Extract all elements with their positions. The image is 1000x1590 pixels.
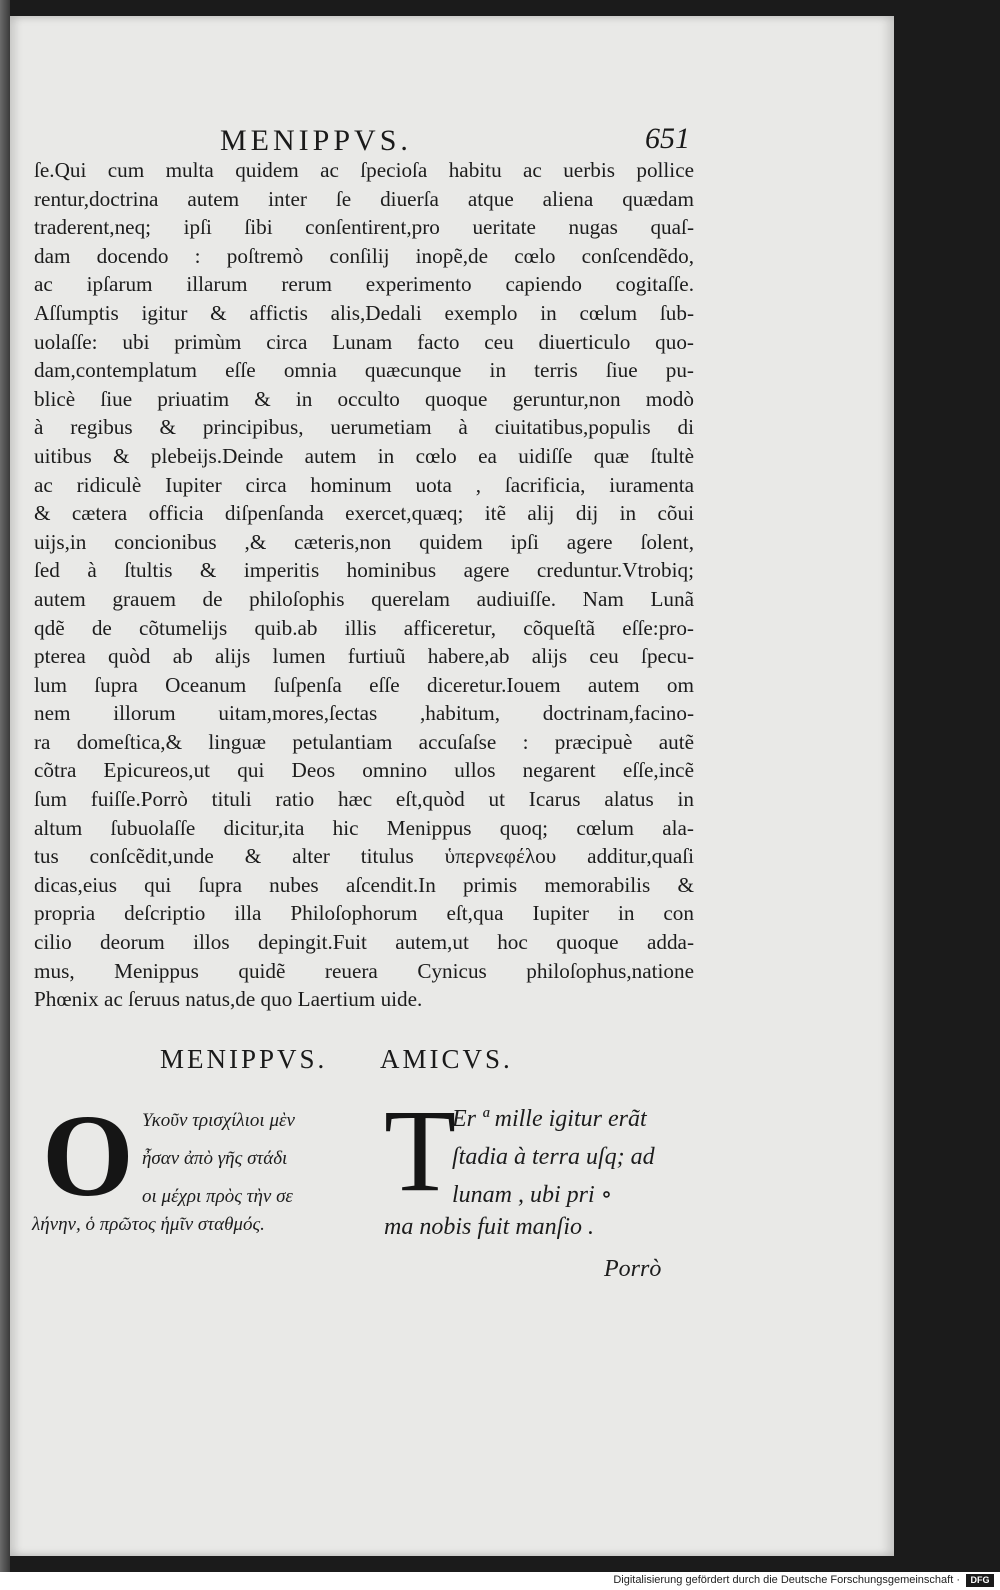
latin-line: ma nobis fuit manſio .	[384, 1214, 595, 1240]
latin-column	[374, 1085, 694, 1296]
catchword: Porrò	[604, 1256, 662, 1282]
dialogue-heading	[160, 1044, 720, 1084]
speaker-menippus: MENIPPVS.	[160, 1044, 328, 1074]
text-line: blicè ſiue priuatim & in occulto quoque geruntur,non modò	[34, 386, 694, 411]
text-line: tus conſcẽdit,unde & alter titulus ὑπερνεφέλου additur,quaſi	[34, 844, 694, 869]
latin-line: ſtadia à terra uſq; ad	[452, 1144, 655, 1170]
latin-line: Er ª mille igitur erãt	[452, 1106, 647, 1132]
text-line: cilio deorum illos depingit.Fuit autem,ut hoc quoque adda-	[34, 930, 694, 955]
greek-column	[32, 1090, 372, 1276]
text-line: uijs,in concionibus ,& cæteris,non quidem ipſi agere ſolent,	[34, 529, 694, 554]
argument-text	[34, 156, 694, 1014]
text-line: à regibus & principibus, uerumetiam à ciuitatibus,populis di	[34, 415, 694, 440]
text-line: dam docendo : poſtremò conſilij inopẽ,de cœlo conſcendẽdo,	[34, 243, 694, 268]
book-page	[10, 16, 894, 1556]
text-line: cõtra Epicureos,ut qui Deos omnino ullos negarent eſſe,incẽ	[34, 758, 694, 783]
text-line: uitibus & plebeijs.Deinde autem in cœlo ea uidiſſe quæ ſtultè	[34, 443, 694, 468]
text-line: autem grauem de philoſophis querelam audiuiſſe. Nam Lunã	[34, 586, 694, 611]
text-line: ac ridiculè Iupiter circa hominum uota , ſacrificia, iuramenta	[34, 472, 694, 497]
text-line: mus, Menippus quidẽ reuera Cynicus philoſophus,natione	[34, 958, 694, 983]
text-line: & cætera officia diſpenſanda exercet,quæq; itẽ alij dij in cõui	[34, 501, 694, 526]
text-line: qdẽ de cõtumelijs quib.ab illis afficeretur, cõqueſtã eſſe:pro-	[34, 615, 694, 640]
speaker-amicus: AMICVS.	[380, 1044, 513, 1074]
text-line: nem illorum uitam,mores,ſectas ,habitum, doctrinam,facino-	[34, 701, 694, 726]
greek-drop-initial: O	[42, 1090, 134, 1221]
greek-lines	[142, 1102, 372, 1216]
latin-line: lunam , ubi pri ∘	[452, 1182, 613, 1208]
running-title: MENIPPVS.	[220, 124, 412, 157]
latin-drop-initial: T	[384, 1085, 457, 1216]
footer-bar	[0, 1572, 1000, 1590]
text-line: lum ſupra Oceanum ſuſpenſa eſſe diceretur.Iouem autem om	[34, 672, 694, 697]
latin-lines	[452, 1100, 692, 1214]
text-line: propria deſcriptio illa Philoſophorum eſt,qua Iupiter in con	[34, 901, 694, 926]
text-line: ſe.Qui cum multa quidem ac ſpecioſa habitu ac uerbis pollice	[34, 158, 694, 182]
text-line: dam,contemplatum eſſe omnia quæcunque in terris ſiue pu-	[34, 358, 694, 383]
text-line: Phœnix ac ſeruus natus,de quo Laertium uide.	[34, 987, 423, 1012]
dfg-logo: DFG	[966, 1574, 994, 1587]
text-line: rentur,doctrina autem inter ſe diuerſa atque aliena quædam	[34, 186, 694, 211]
text-line: uolaſſe: ubi primùm circa Lunam facto ceu diuerticulo quo-	[34, 329, 694, 354]
text-line: ac ipſarum illarum rerum experimento capiendo cogitaſſe.	[34, 272, 694, 297]
greek-line: οι μέχρι πρὸς τὴν σε	[142, 1186, 293, 1207]
text-line: ſed à ſtultis & imperitis hominibus agere creduntur.Vtrobiq;	[34, 558, 694, 583]
text-line: ſum fuiſſe.Porrò tituli ratio hæc eſt,quòd ut Icarus alatus in	[34, 787, 694, 812]
binding-edge	[0, 0, 10, 1572]
funding-note: Digitalisierung gefördert durch die Deutsche Forschungsgemeinschaft ·	[613, 1574, 960, 1586]
greek-line: λήνην, ὁ πρῶτος ἡμῖν σταθμός.	[32, 1214, 265, 1235]
greek-line: ἦσαν ἀπὸ γῆς στάδι	[142, 1148, 288, 1169]
text-line: altum ſubuolaſſe dicitur,ita hic Menippus quoq; cœlum ala-	[34, 815, 694, 840]
greek-line: Υκοῦν τρισχίλιοι μὲν	[142, 1110, 295, 1131]
text-line: Aſſumptis igitur & affictis alis,Dedali exemplo in cœlum ſub-	[34, 300, 694, 325]
text-line: dicas,eius qui ſupra nubes aſcendit.In primis memorabilis &	[34, 872, 694, 897]
text-line: pterea quòd ab alijs lumen furtiuũ habere,ab alijs ceu ſpecu-	[34, 644, 694, 669]
text-line: traderent,neq; ipſi ſibi conſentirent,pro ueritate nugas quaſ-	[34, 215, 694, 240]
page-number: 651	[645, 122, 690, 155]
text-line: ra domeſtica,& linguæ petulantiam accuſaſse : præcipuè autẽ	[34, 729, 694, 754]
